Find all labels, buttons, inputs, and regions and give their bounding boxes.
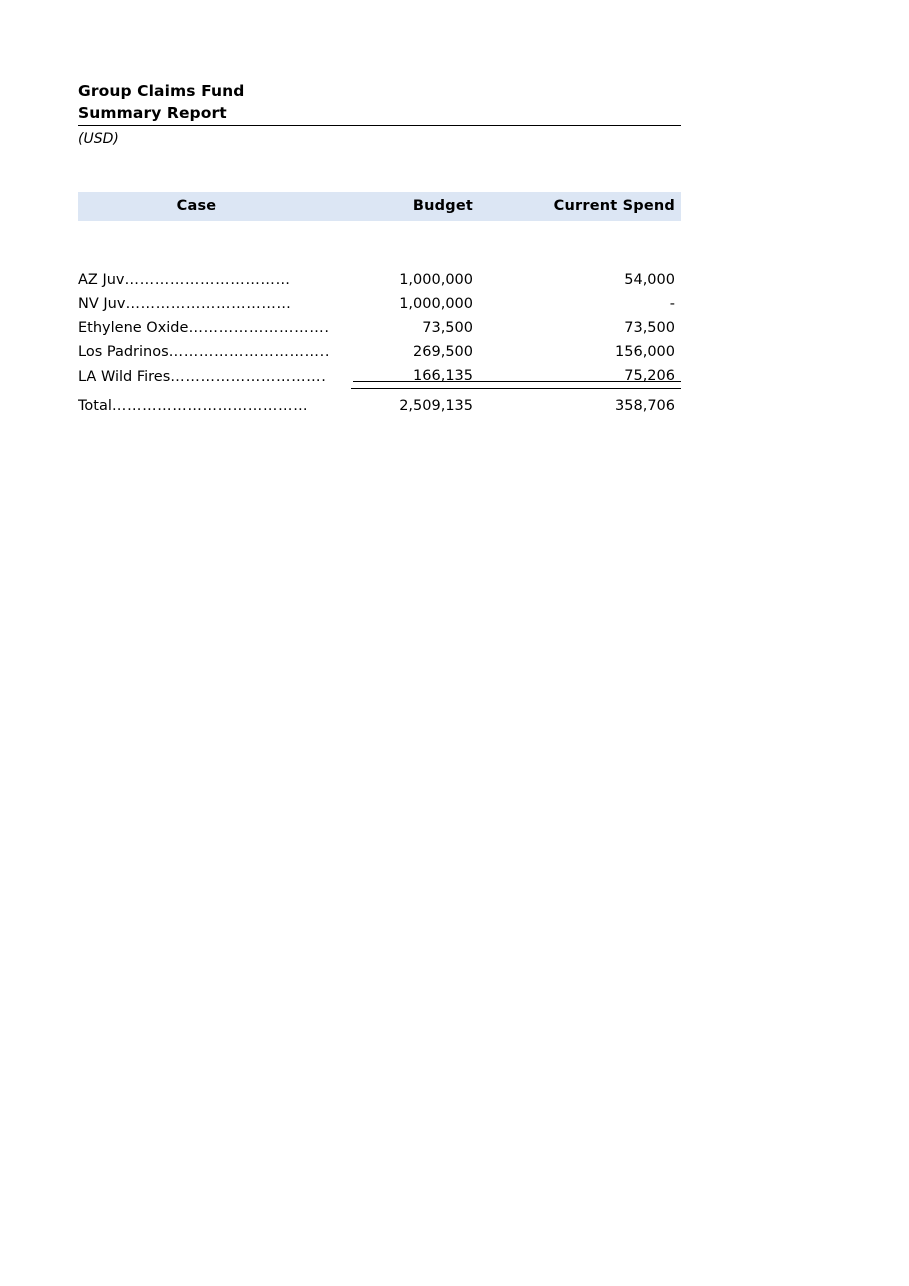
report-title-line-1: Group Claims Fund [78, 82, 245, 100]
leader-dots: …………………………. [170, 368, 327, 385]
row-budget-value: 166,135 [413, 368, 473, 384]
row-spend-value: - [669, 296, 675, 312]
report-title-block [78, 80, 681, 149]
total-name: Total [78, 398, 112, 414]
report-title-line-2: Summary Report [78, 104, 227, 122]
case-name: NV Juv [78, 296, 126, 312]
currency-note: (USD) [78, 131, 119, 147]
table-header [78, 192, 681, 221]
summary-table [78, 192, 681, 419]
table-row [78, 364, 681, 389]
leader-dots: ………………………. [188, 320, 330, 336]
row-budget-value: 269,500 [413, 344, 473, 360]
table-spacer-row [78, 221, 681, 268]
row-spend-value: 156,000 [615, 344, 675, 360]
row-spend-value: 73,500 [624, 320, 675, 336]
leader-dots: ………………………………… [111, 398, 309, 414]
table-row [78, 268, 681, 292]
total-label [78, 389, 351, 420]
summary-table-wrapper [78, 192, 681, 419]
row-budget-value: 1,000,000 [399, 272, 473, 288]
row-budget-value: 1,000,000 [399, 296, 473, 312]
table-row [78, 292, 681, 316]
total-spend-value: 358,706 [511, 389, 681, 420]
leader-dots: …………………………… [125, 296, 292, 312]
row-case-label [78, 292, 351, 316]
column-header-budget: Budget [351, 192, 511, 221]
case-name: Los Padrinos [78, 344, 169, 360]
row-spend-value: 75,206 [624, 368, 675, 384]
column-header-case: Case [78, 192, 351, 221]
table-total-row [78, 389, 681, 420]
row-case-label [78, 340, 351, 364]
table-body [78, 221, 681, 419]
row-case-label [78, 364, 351, 389]
row-case-label [78, 316, 351, 340]
leader-dots: …………………………… [124, 272, 291, 288]
case-name: LA Wild Fires [78, 368, 171, 385]
row-budget-value: 73,500 [422, 320, 473, 336]
row-spend-value: 54,000 [624, 272, 675, 288]
total-rule [353, 381, 681, 382]
table-header-row [78, 192, 681, 221]
leader-dots: ………………………….. [168, 344, 331, 360]
total-budget-value: 2,509,135 [351, 389, 511, 420]
table-row [78, 340, 681, 364]
table-row [78, 316, 681, 340]
row-case-label [78, 268, 351, 292]
case-name: AZ Juv [78, 272, 125, 288]
case-name: Ethylene Oxide [78, 320, 189, 336]
column-header-current-spend: Current Spend [511, 192, 681, 221]
